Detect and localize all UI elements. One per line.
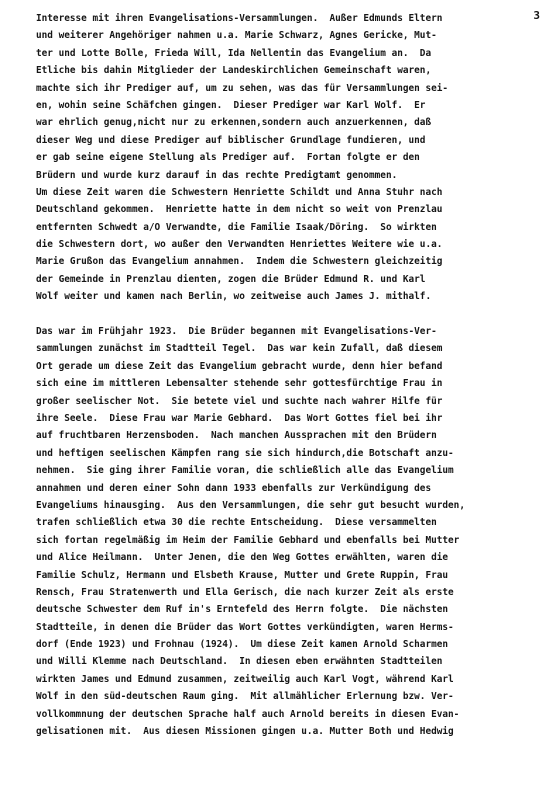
text-line: Etliche bis dahin Mitglieder der Landeskirchlichen Gemeinschaft waren, (36, 65, 432, 77)
text-line: annahmen und deren einer Sohn dann 1933 ebenfalls zur Verkündigung des (36, 482, 432, 494)
text-line: Wolf in den süd-deutschen Raum ging. Mit allmählicher Erlernung bzw. Ver- (36, 691, 454, 703)
text-line: Ort gerade um diese Zeit das Evangelium gebracht wurde, denn hier befand (36, 360, 443, 372)
text-line: großer seelischer Not. Sie betete viel und suchte nach wahrer Hilfe für (36, 395, 443, 407)
text-line: Brüdern und wurde kurz darauf in das rechte Predigtamt genommen. (36, 169, 398, 181)
page-number: 3 (533, 9, 540, 22)
text-line: ihre Seele. Diese Frau war Marie Gebhard. Das Wort Gottes fiel bei ihr (36, 412, 443, 424)
text-line: nehmen. Sie ging ihrer Familie voran, die schließlich alle das Evangelium (36, 465, 454, 477)
paragraph (36, 10, 542, 306)
text-line: der Gemeinde in Prenzlau dienten, zogen die Brüder Edmund R. und Karl (36, 273, 426, 285)
text-line: wirkten James und Edmund zusammen, zeitweilig auch Karl Vogt, während Karl (36, 673, 454, 685)
text-line: sich fortan regelmäßig im Heim der Familie Gebhard und ebenfalls bei Mutter (36, 534, 460, 546)
text-line: entfernten Schwedt a/O Verwandte, die Familie Isaak/Döring. So wirkten (36, 221, 437, 233)
text-line: Interesse mit ihren Evangelisations-Versammlungen. Außer Edmunds Eltern (36, 13, 443, 24)
text-line: Rensch, Frau Stratenwerth und Ella Gerisch, die nach kurzer Zeit als erste (36, 586, 454, 598)
text-line: vollkommnung der deutschen Sprache half auch Arnold bereits in diesen Evan- (36, 708, 460, 720)
text-line: en, wohin seine Schäfchen gingen. Dieser Prediger war Karl Wolf. Er (36, 99, 426, 111)
text-line: Stadtteile, in denen die Brüder das Wort Gottes verkündigten, waren Herms- (36, 621, 454, 633)
text-line: Deutschland gekommen. Henriette hatte in dem nicht so weit von Prenzlau (36, 204, 443, 216)
text-line: dieser Weg und diese Prediger auf biblischer Grundlage fundieren, und (36, 134, 426, 146)
text-line: und heftigen seelischen Kämpfen rang sie sich hindurch,die Botschaft anzu- (36, 447, 454, 459)
text-line: auf fruchtbaren Herzensboden. Nach manchen Aussprachen mit den Brüdern (36, 430, 437, 442)
text-line: er gab seine eigene Stellung als Prediger auf. Fortan folgte er den (36, 152, 420, 164)
text-line: Evangeliums hinausging. Aus den Versammlungen, die sehr gut besucht wurden, (36, 499, 465, 511)
text-line: und Willi Klemme nach Deutschland. In diesen eben erwähnten Stadtteilen (36, 656, 443, 668)
text-line: und Alice Heilmann. Unter Jenen, die den Weg Gottes erwählten, waren die (36, 552, 449, 564)
text-line: und weiterer Angehöriger nahmen u.a. Marie Schwarz, Agnes Gericke, Mut- (36, 30, 437, 42)
paragraph (36, 323, 542, 740)
text-line: gelisationen mit. Aus diesen Missionen gingen u.a. Mutter Both und Hedwig (36, 726, 454, 738)
text-line: sammlungen zunächst im Stadtteil Tegel. Das war kein Zufall, daß diesem (36, 343, 443, 355)
text-line: die Schwestern dort, wo außer den Verwandten Henriettes Weitere wie u.a. (36, 239, 443, 251)
text-line: Wolf weiter und kamen nach Berlin, wo zeitweise auch James J. mithalf. (36, 291, 432, 303)
text-line: deutsche Schwester dem Ruf in's Erntefeld des Herrn folgte. Die nächsten (36, 604, 449, 616)
text-line: ter und Lotte Bolle, Frieda Will, Ida Nellentin das Evangelium an. Da (36, 47, 432, 59)
text-line: war ehrlich genug,nicht nur zu erkennen,sondern auch anzuerkennen, daß (36, 117, 432, 129)
text-line: sich eine im mittleren Lebensalter stehende sehr gottesfürchtige Frau in (36, 378, 443, 390)
text-line: Marie Grußon das Evangelium annahmen. Indem die Schwestern gleichzeitig (36, 256, 443, 268)
text-line: Um diese Zeit waren die Schwestern Henriette Schildt und Anna Stuhr nach (36, 186, 443, 198)
text-line: dorf (Ende 1923) und Frohnau (1924). Um diese Zeit kamen Arnold Scharmen (36, 639, 449, 651)
paragraph-gap (36, 306, 542, 323)
text-line: machte sich ihr Prediger auf, um zu sehen, was das für Versammlungen sei- (36, 82, 449, 94)
body-text (36, 10, 542, 740)
text-line: Familie Schulz, Hermann und Elsbeth Krause, Mutter und Grete Ruppin, Frau (36, 569, 449, 581)
text-line: trafen schließlich etwa 30 die rechte Entscheidung. Diese versammelten (36, 517, 437, 529)
text-line: Das war im Frühjahr 1923. Die Brüder begannen mit Evangelisations-Ver- (36, 326, 437, 338)
